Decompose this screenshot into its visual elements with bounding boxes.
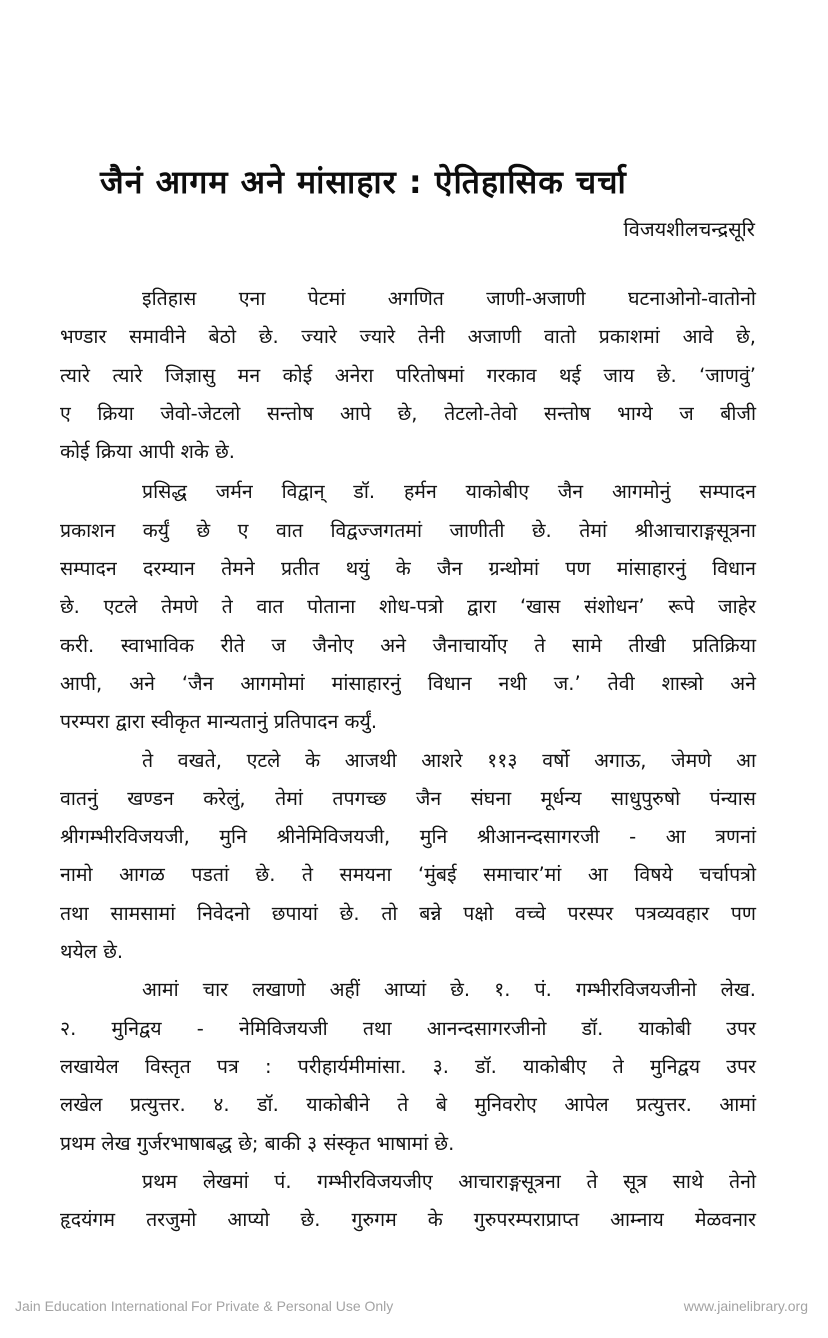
text-line: वातनुं खण्डन करेलुं, तेमां तपगच्छ जैन संघना मूर्धन्य साधुपुरुषो पंन्यास [60,786,756,810]
page-footer [0,1298,828,1318]
text-line: कोई क्रिया आपी शके छे. [60,440,235,464]
text-line: आपी, अने ‘जैन आगमोमां मांसाहारनुं विधान नथी ज.’ तेवी शास्त्रो अने [60,671,756,695]
text-line: लखेल प्रत्युत्तर. ४. डॉ. याकोबीने ते बे मुनिवरोए आपेल प्रत्युत्तर. आमां [60,1093,756,1117]
paragraph-2 [60,473,756,741]
text-line: ए क्रिया जेवो-जेटलो सन्तोष आपे छे, तेटलो-तेवो सन्तोष भाग्ये ज बीजी [60,401,756,425]
text-line: इतिहास एना पेटमां अगणित जाणी-अजाणी घटनाओनो-वातोनो [142,287,756,310]
footer-publisher: Jain Education International [15,1298,188,1314]
text-line: ते वखते, एटले के आजथी आशरे ११३ वर्षो अगाऊ, जेमणे आ [142,748,756,772]
text-line: २. मुनिद्वय - नेमिविजयजी तथा आनन्दसागरजीनो डॉ. याकोबी उपर [60,1016,756,1040]
text-line: त्यारे त्यारे जिज्ञासु मन कोई अनेरा परितोषमां गरकाव थई जाय छे. ‘जाणवुं’ [60,363,756,387]
paragraph-5 [60,1163,756,1240]
text-line: नामो आगळ पडतां छे. ते समयना ‘मुंबई समाचार’मां आ विषये चर्चापत्रो [60,863,756,887]
article-title: जैनं आगम अने मांसाहार : ऐतिहासिक चर्चा [100,163,627,201]
text-line: प्रकाशन कर्युं छे ए वात विद्वज्जगतमां जाणीती छे. तेमां श्रीआचाराङ्गसूत्रना [60,518,756,542]
footer-website-link[interactable]: www.jainelibrary.org [683,1298,808,1314]
text-line: प्रसिद्ध जर्मन विद्वान् डॉ. हर्मन याकोबीए जैन आगमोनुं सम्पादन [142,480,756,504]
text-line: थयेल छे. [60,940,124,964]
text-line: सम्पादन दरम्यान तेमने प्रतीत थयुं के जैन ग्रन्थोमां पण मांसाहारनुं विधान [60,557,756,581]
text-line: भण्डार समावीने बेठो छे. ज्यारे ज्यारे तेनी अजाणी वातो प्रकाशमां आवे छे, [60,325,756,349]
footer-usage-notice: For Private & Personal Use Only [191,1298,394,1314]
paragraph-1 [60,280,756,471]
text-line: छे. एटले तेमणे ते वात पोताना शोध-पत्रो द्वारा ‘खास संशोधन’ रूपे जाहेर [60,595,756,619]
text-line: प्रथम लेखमां पं. गम्भीरविजयजीए आचाराङ्गसूत्रना ते सूत्र साथे तेनो [142,1169,756,1193]
text-line: श्रीगम्भीरविजयजी, मुनि श्रीनेमिविजयजी, मुनि श्रीआनन्दसागरजी - आ त्रणनां [60,825,756,849]
text-line: आमां चार लखाणो अहीं आप्यां छे. १. पं. गम्भीरविजयजीनो लेख. [142,978,756,1002]
text-line: लखायेल विस्तृत पत्र : परीहार्यमीमांसा. ३. डॉ. याकोबीए ते मुनिद्वय उपर [60,1054,756,1078]
text-line: हृदयंगम तरजुमो आप्यो छे. गुरुगम के गुरुपरम्पराप्राप्त आम्नाय मेळवनार [60,1208,756,1232]
text-line: परम्परा द्वारा स्वीकृत मान्यतानुं प्रतिपादन कर्युं. [60,710,378,734]
text-line: प्रथम लेख गुर्जरभाषाबद्ध छे; बाकी ३ संस्कृत भाषामां छे. [60,1131,455,1155]
paragraph-3 [60,742,756,972]
text-line: तथा सामसामां निवेदनो छपायां छे. तो बन्ने पक्षो वच्चे परस्पर पत्रव्यवहार पण [60,901,756,925]
author-name: विजयशीलचन्द्रसूरि [623,217,755,241]
article-body [60,280,756,1239]
text-line: करी. स्वाभाविक रीते ज जैनोए अने जैनाचार्योए ते सामे तीखी प्रतिक्रिया [60,633,756,657]
paragraph-4 [60,971,756,1162]
